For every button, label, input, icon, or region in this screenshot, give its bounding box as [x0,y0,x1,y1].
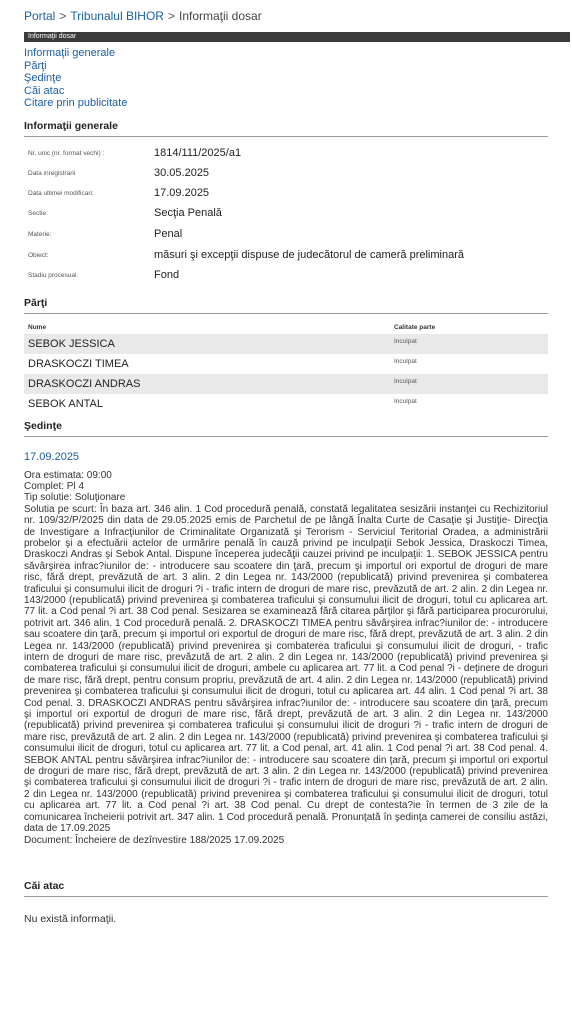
section-nav [24,47,548,110]
nav-link-informatii-generale[interactable]: Informaţii generale [24,47,116,59]
info-label: Sectie: [28,209,48,217]
info-label: Stadiu procesual: [28,271,79,279]
table-row [24,394,548,414]
nav-link-parti[interactable]: Părţi [24,59,47,72]
info-value: Secţia Penală [154,206,222,219]
party-name: SEBOK JESSICA [28,337,115,350]
table-row [24,334,548,354]
info-label: Data inregistrarii [28,169,76,177]
info-row-data-inregistrarii [24,167,548,187]
party-name: SEBOK ANTAL [28,397,103,410]
table-row [24,374,548,394]
info-row-nr-unic [24,147,548,167]
info-row-data-modificari [24,187,548,207]
general-section-title: Informaţii generale [24,120,548,137]
info-row-sectie [24,207,548,228]
table-row [24,354,548,374]
info-label: Materie: [28,230,52,238]
info-value: Penal [154,227,183,240]
parti-section-title: Părţi [24,297,548,314]
breadcrumb-portal-link[interactable]: Portal [24,9,56,23]
info-row-obiect [24,249,548,269]
party-role: Inculpat [394,357,417,365]
party-name: DRASKOCZI TIMEA [28,357,129,370]
breadcrumb-current: Informaţii dosar [178,9,262,23]
parti-table [24,334,548,414]
general-info-table [24,147,548,289]
nav-link-sedinte[interactable]: Şedinţe [24,72,62,84]
info-value: 17.09.2025 [154,186,210,199]
info-value: 1814/111/2025/a1 [154,146,242,159]
breadcrumb-tribunal-link[interactable]: Tribunalul BIHOR [70,9,164,23]
sedinta-ora: Ora estimata: 09:00 [24,469,112,481]
sedinta-complet: Complet: Pl 4 [24,480,85,492]
info-value: 30.05.2025 [154,166,210,179]
sedinta-details [24,470,548,846]
party-role: Inculpat [394,397,417,405]
column-header-calitate: Calitate parte [394,323,436,331]
info-row-materie [24,228,548,249]
sedinta-document: Document: Încheiere de dezînvestire 188/2025 17.09.2025 [24,834,285,846]
info-label: Nr. unic (nr. format vechi) : [28,149,105,157]
nav-link-citare-prin-publicitate[interactable]: Citare prin publicitate [24,97,128,109]
sedinta-solutie: Solutia pe scurt: În baza art. 346 alin. 1 Cod procedură penală, constată legalitatea sesizării instanţei cu Rechizitoriul nr. 109/32/P/2025 din data de 29.05.2025 emis de Parchetul de pe lângă Înalta Curte de Casaţie şi Justiţie- Direcţia de Investigare a Infracţiunilor de Criminalitate Organizată şi Terorism - Serviciul Teritorial Oradea, a administrării probelor şi a efectuării actelor de urmărire penală în cauză privind pe inculpaţii Sebok Jessica, Draskoczi Timea, Draskoczi Andras şi Sebok Antal. Dispune începerea judecăţii cauzei privind pe inculpaţii: 1. SEBOK JESSICA pentru săvârşirea infrac?iunilor de: - introducere sau scoatere din ţară, precum şi importul ori exportul de droguri de mare risc, fără drept, prevăzută de art. 3 alin. 2 din Legea nr. 143/2000 (republicată) privind prevenirea şi combaterea traficului şi consumului ilicit de droguri ?i - trafic intern de droguri de mare risc, prevăzută de art. 2 alin. 2 din Legea nr. 143/2000 (republicată) privind prevenirea şi combaterea traficului şi consumului ilicit de droguri, totul cu aplicarea art. 77 lit. a Cod penal ?i art. 38 Cod penal. Sesizarea se examinează fără citarea părţilor şi fără participarea procurorului, potrivit art. 346 alin. 1 Cod procedură penală. 2. DRASKOCZI TIMEA pentru săvârşirea infrac?iunilor de: - introducere sau scoatere din ţară, precum şi importul ori exportul de droguri de mare risc, fără drept, prevăzută de art. 3 alin. 2 din Legea nr. 143/2000 (republicată) privind prevenirea şi combaterea traficului şi consumului ilicit de droguri, - trafic intern de droguri de mare risc, prevăzută de art. 2 alin. 2 din Legea nr. 143/2000 (republicată) privind prevenirea şi combaterea traficului şi consumului ilicit de droguri, ambele cu aplicarea art. 77 lit. a Cod penal ?i - deţinere de droguri de mare risc, fără drept, pentru consum propriu, prevăzută de art. 4 alin. 2 din Legea nr. 143/2000 (republicată) privind prevenirea şi combaterea traficului şi consumului ilicit de droguri, totul cu aplicarea art. 44 alin. 1 Cod penal ?i art. 38 Cod penal. 3. DRASKOCZI ANDRAS pentru săvârşirea infrac?iunilor de: - introducere sau scoatere din ţară, precum şi importul ori exportul de droguri de mare risc, fără drept, prevăzută de art. 3 alin. 2 din Legea nr. 143/2000 (republicată) privind prevenirea şi combaterea traficului şi consumului ilicit de droguri ?i - trafic intern de droguri de mare risc, prevăzută de art. 2 alin. 2 din Legea nr. 143/2000 (republicată) privind prevenirea şi combaterea traficului şi consumului ilicit de droguri, totul cu aplicarea art. 77 lit. a Cod penal, art. 41 alin. 1 Cod penal ?i art. 38 Cod penal. 4. SEBOK ANTAL pentru săvârşirea infrac?iunilor de: - introducere sau scoatere din ţară, precum şi importul ori exportul de droguri de mare risc, fără drept, prevăzută de art. 3 alin. 2 din Legea nr. 143/2000 (republicată) privind prevenirea şi combaterea traficului şi consumului ilicit de droguri ?i - trafic intern de droguri de mare risc, prevăzută de art. 2 alin. 2 din Legea nr. 143/2000 (republicată) privind prevenirea şi combaterea traficului şi consumului ilicit de droguri, totul cu aplicarea art. 77 lit. a Cod penal ?i art. 38 Cod penal. Cu drept de contesta?ie în termen de 3 zile de la comunicarea încheierii potrivit art. 347 alin. 1 Cod procedură penală. Pronunţată în şedinţa camerei de consiliu astăzi, data de 17.09.2025 [24,503,548,835]
info-value: Fond [154,268,180,281]
info-label: Obiect: [28,251,49,259]
party-role: Inculpat [394,337,417,345]
info-row-stadiu [24,269,548,289]
header-bar: Informaţii dosar [24,32,570,42]
breadcrumb [24,8,548,24]
party-name: DRASKOCZI ANDRAS [28,377,141,390]
sedinta-tip-solutie: Tip solutie: Soluţionare [24,492,126,504]
info-value: măsuri şi excepţii dispuse de judecătorul de cameră preliminară [154,248,464,261]
breadcrumb-separator: > [167,9,175,23]
cai-atac-section-title: Căi atac [24,880,548,897]
cai-atac-empty-message: Nu există informaţii. [24,912,117,925]
parti-table-header [24,324,548,334]
sedinte-section-title: Şedinţe [24,420,548,437]
info-label: Data ultimei modificari: [28,189,94,197]
breadcrumb-separator: > [59,9,67,23]
column-header-nume: Nume [28,323,47,331]
nav-link-cai-atac[interactable]: Căi atac [24,84,65,97]
sedinta-date: 17.09.2025 [24,450,80,463]
party-role: Inculpat [394,377,417,385]
